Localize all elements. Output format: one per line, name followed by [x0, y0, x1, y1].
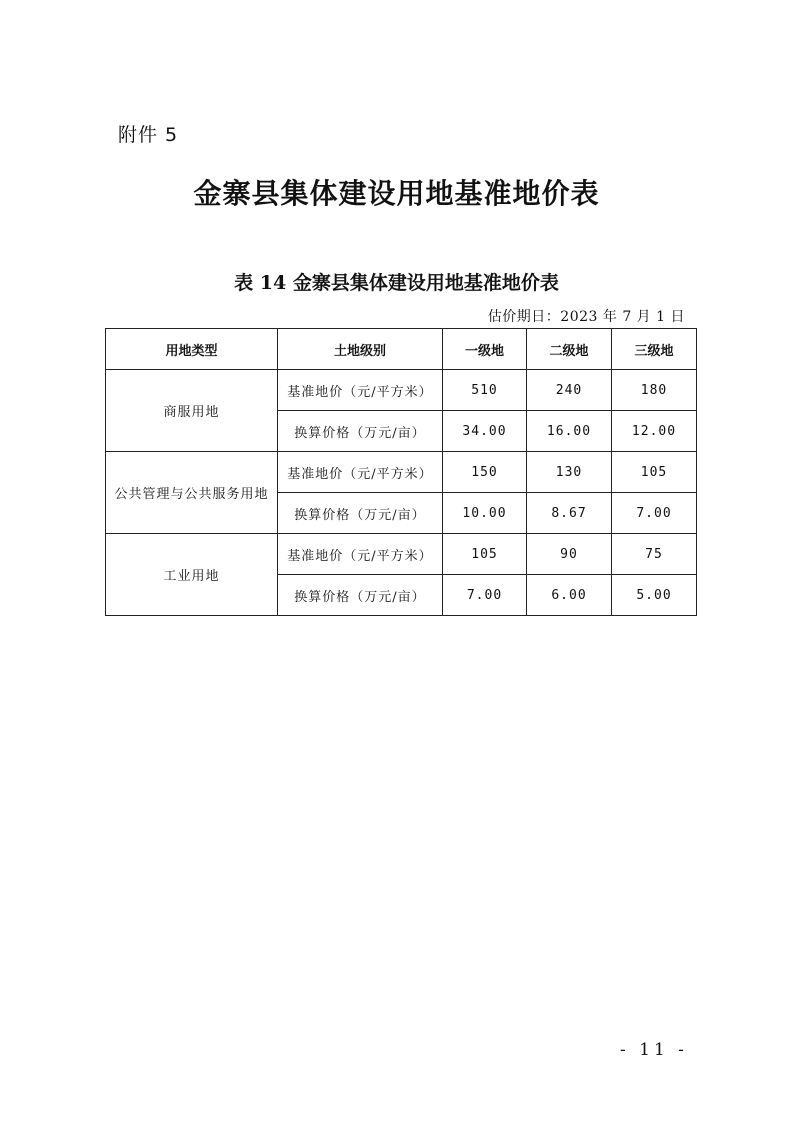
page-number: - 11 -	[620, 1040, 688, 1060]
land-type-cell: 工业用地	[106, 534, 278, 616]
header-grade-2: 二级地	[527, 329, 612, 370]
metric-cell: 换算价格（万元/亩）	[278, 493, 443, 534]
header-land-grade: 土地级别	[278, 329, 443, 370]
header-land-type: 用地类型	[106, 329, 278, 370]
value-cell: 16.00	[527, 411, 612, 452]
metric-cell: 基准地价（元/平方米）	[278, 452, 443, 493]
value-cell: 10.00	[443, 493, 527, 534]
page-title: 金寨县集体建设用地基准地价表	[193, 177, 600, 210]
value-cell: 105	[443, 534, 527, 575]
value-cell: 510	[443, 370, 527, 411]
value-cell: 75	[612, 534, 697, 575]
value-cell: 105	[612, 452, 697, 493]
value-cell: 180	[612, 370, 697, 411]
value-cell: 8.67	[527, 493, 612, 534]
value-cell: 5.00	[612, 575, 697, 616]
value-cell: 34.00	[443, 411, 527, 452]
metric-cell: 基准地价（元/平方米）	[278, 534, 443, 575]
value-cell: 130	[527, 452, 612, 493]
evaluation-date: 估价期日：2023 年 7 月 1 日	[487, 309, 685, 325]
value-cell: 7.00	[612, 493, 697, 534]
table-row	[106, 534, 697, 575]
header-grade-3: 三级地	[612, 329, 697, 370]
land-price-table	[105, 328, 697, 616]
value-cell: 240	[527, 370, 612, 411]
table-title: 表 14 金寨县集体建设用地基准地价表	[234, 272, 559, 294]
value-cell: 12.00	[612, 411, 697, 452]
value-cell: 6.00	[527, 575, 612, 616]
value-cell: 7.00	[443, 575, 527, 616]
header-grade-1: 一级地	[443, 329, 527, 370]
attachment-label: 附件 5	[118, 124, 179, 146]
table-row	[106, 370, 697, 411]
value-cell: 150	[443, 452, 527, 493]
table-row	[106, 452, 697, 493]
land-type-cell: 公共管理与公共服务用地	[106, 452, 278, 534]
table-header-row	[106, 329, 697, 370]
metric-cell: 换算价格（万元/亩）	[278, 575, 443, 616]
metric-cell: 基准地价（元/平方米）	[278, 370, 443, 411]
land-type-cell: 商服用地	[106, 370, 278, 452]
value-cell: 90	[527, 534, 612, 575]
metric-cell: 换算价格（万元/亩）	[278, 411, 443, 452]
